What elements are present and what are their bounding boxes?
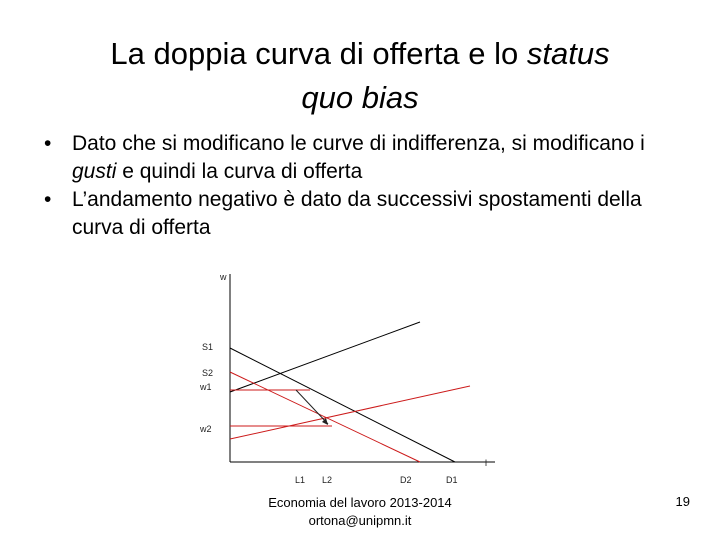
title-line2-italic: quo bias xyxy=(301,80,419,115)
title-line1: La doppia curva di offerta e lo xyxy=(110,36,519,71)
y-label-w2: w2 xyxy=(200,424,212,434)
footer-email: ortona@unipmn.it xyxy=(308,513,412,528)
bullet-dot-icon: • xyxy=(44,188,52,211)
red-supply-line xyxy=(230,386,470,439)
bullet-list xyxy=(40,130,690,242)
bullet-2-text: L’andamento negativo è dato da successivi spostamenti della curva di offerta xyxy=(72,188,642,239)
x-label-d2: D2 xyxy=(400,475,412,485)
y-label-w1: w1 xyxy=(200,382,212,392)
red-demand-line-d2 xyxy=(230,372,420,462)
footer-course: Economia del lavoro 2013-2014 xyxy=(268,495,452,510)
title-line1-italic: status xyxy=(526,36,610,71)
y-axis-label: w xyxy=(220,272,227,282)
y-label-s2: S2 xyxy=(202,368,214,378)
x-label-l1: L1 xyxy=(295,475,306,485)
slide-title xyxy=(40,32,680,120)
black-demand-line-d1 xyxy=(230,348,455,462)
x-label-l2: L2 xyxy=(322,475,333,485)
bullet-dot-icon: • xyxy=(44,132,52,155)
bullet-1-text-a: Dato che si modificano le curve di indifferenza, si modificano i xyxy=(72,132,645,155)
x-label-d1: D1 xyxy=(446,475,458,485)
bullet-item xyxy=(40,130,690,186)
page-number: 19 xyxy=(675,494,690,509)
slide-footer xyxy=(230,494,490,530)
x-axis-label: l xyxy=(485,458,487,468)
y-label-s1: S1 xyxy=(202,342,214,352)
supply-curve-graph xyxy=(180,262,510,490)
bullet-1-text-b: e quindi la curva di offerta xyxy=(116,160,363,183)
bullet-1-italic: gusti xyxy=(72,160,117,183)
black-supply-line xyxy=(230,322,420,392)
bullet-item xyxy=(40,186,690,242)
